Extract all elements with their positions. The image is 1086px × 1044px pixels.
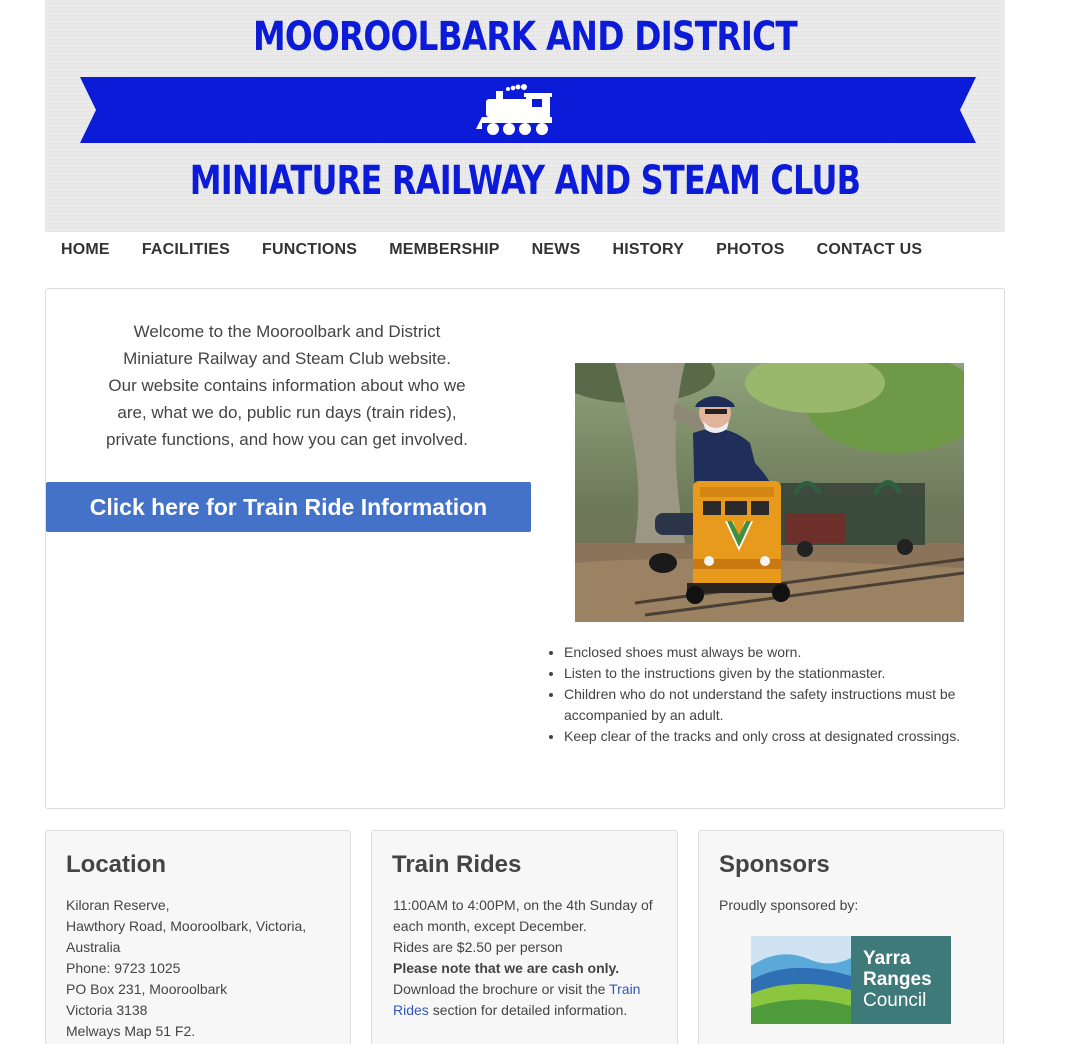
logo-line: Council	[863, 990, 927, 1011]
welcome-line: Welcome to the Mooroolbark and District	[133, 322, 441, 341]
train-ride-photo	[575, 363, 964, 622]
nav-item-membership[interactable]: MEMBERSHIP	[389, 241, 500, 258]
main-nav	[45, 232, 1005, 268]
brochure-prefix: Download the brochure or visit the	[393, 981, 606, 997]
nav-item-functions[interactable]: FUNCTIONS	[262, 241, 358, 258]
nav-item-news[interactable]: NEWS	[531, 241, 581, 258]
safety-rules-list	[546, 642, 986, 747]
welcome-line: Our website contains information about who we	[108, 376, 466, 395]
train-rides-details	[393, 895, 663, 1021]
address-line: Hawthory Road, Mooroolbark, Victoria, Australia	[66, 918, 307, 955]
yarra-ranges-council-logo[interactable]	[751, 936, 951, 1024]
nav-item-history[interactable]: HISTORY	[612, 241, 685, 258]
location-title: Location	[66, 851, 166, 878]
list-item: • Keep clear of the tracks and only cross at designated crossings.	[564, 726, 986, 747]
header-ribbon	[80, 77, 976, 143]
train-rides-link[interactable]: Train Rides	[393, 981, 641, 1018]
location-card	[45, 830, 351, 1044]
address-line: Kiloran Reserve,	[66, 897, 170, 913]
list-item: • Listen to the instructions given by the stationmaster.	[564, 663, 986, 684]
welcome-text	[84, 318, 490, 453]
schedule-text: 11:00AM to 4:00PM, on the 4th Sunday of each month, except December.	[393, 897, 653, 934]
sponsors-intro: Proudly sponsored by:	[719, 897, 859, 913]
logo-line: Ranges	[863, 969, 932, 990]
location-details	[66, 895, 336, 1042]
logo-line: Yarra	[863, 948, 911, 969]
train-rides-card	[371, 830, 678, 1044]
cash-only-note: Please note that we are cash only.	[393, 960, 620, 976]
brochure-suffix: section for detailed information.	[432, 1002, 628, 1018]
train-rides-title: Train Rides	[392, 851, 522, 878]
welcome-panel	[45, 288, 1005, 809]
site-title-top: MOOROOLBARK AND DISTRICT	[253, 14, 797, 60]
welcome-line: Miniature Railway and Steam Club website.	[123, 349, 451, 368]
train-ride-info-button[interactable]: Click here for Train Ride Information	[46, 482, 531, 532]
nav-item-home[interactable]: HOME	[61, 241, 110, 258]
welcome-line: private functions, and how you can get involved.	[106, 430, 468, 449]
sponsor-logo-text	[863, 948, 932, 1011]
price-text: Rides are $2.50 per person	[393, 939, 563, 955]
phone-line: Phone: 9723 1025	[66, 960, 181, 976]
welcome-line: are, what we do, public run days (train rides),	[117, 403, 457, 422]
list-item: • Enclosed shoes must always be worn.	[564, 642, 986, 663]
list-item: • Children who do not understand the safety instructions must be accompanied by an adult.	[564, 684, 986, 726]
site-title-bottom: MINIATURE RAILWAY AND STEAM CLUB	[189, 158, 861, 204]
address-line: Victoria 3138	[66, 1002, 148, 1018]
brochure-text	[393, 979, 663, 1021]
address-line: PO Box 231, Mooroolbark	[66, 981, 228, 997]
nav-item-contact-us[interactable]: CONTACT US	[816, 241, 923, 258]
map-reference: Melways Map 51 F2.	[66, 1023, 196, 1039]
nav-item-facilities[interactable]: FACILITIES	[141, 241, 231, 258]
sponsors-card	[698, 830, 1004, 1044]
header-banner	[45, 0, 1005, 232]
sponsors-title: Sponsors	[719, 851, 830, 878]
nav-item-photos[interactable]: PHOTOS	[716, 241, 785, 258]
